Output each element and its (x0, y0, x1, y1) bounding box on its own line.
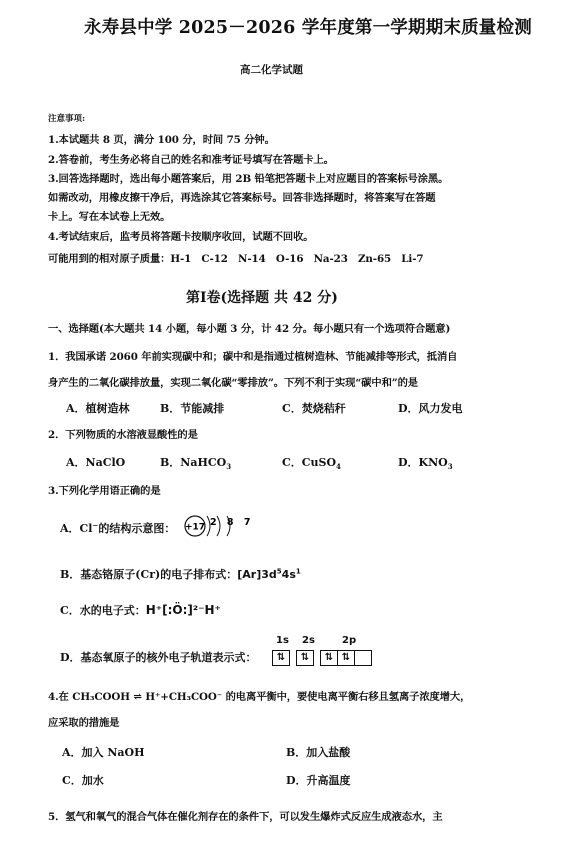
question-1-line-1: 1．我国承诺 2060 年前实现碳中和；碳中和是指通过植树造林、节能减排等形式，抵消自 (48, 351, 458, 363)
note-line: 1.本试题共 8 页，满分 100 分，时间 75 分钟。 (48, 134, 275, 146)
note-line: 2.答卷前，考生务必将自己的姓名和准考证号填写在答题卡上。 (48, 154, 334, 166)
q1-option-a[interactable]: A．植树造林 (66, 402, 130, 415)
orbital-box-2p-1: ⇅ (320, 650, 338, 666)
question-4-line-1: 4.在 CH₃COOH ⇌ H⁺+CH₃COO⁻ 的电离平衡中，要使电离平衡右移且氢离子浓度增大， (48, 691, 471, 703)
q1-option-d[interactable]: D．风力发电 (398, 402, 463, 415)
q3-option-b[interactable]: B．基态铬原子(Cr)的电子排布式：$[Ar]3d^54s^1$ (60, 567, 301, 581)
note-line: 4.考试结束后，监考员将答题卡按顺序收回，试题不回收。 (48, 231, 314, 243)
q2-option-b[interactable]: B．NaHCO$_3$ (160, 456, 232, 472)
question-4-line-2: 应采取的措施是 (48, 717, 120, 729)
orbital-box-2s: ⇅ (296, 650, 314, 666)
q2-option-c[interactable]: C．CuSO$_4$ (282, 456, 341, 472)
q4-option-b[interactable]: B．加入盐酸 (286, 746, 351, 759)
question-2-stem: 2．下列物质的水溶液显酸性的是 (48, 429, 198, 441)
orbital-label-1s: 1s (276, 635, 289, 646)
q4-option-c[interactable]: C．加水 (62, 774, 104, 787)
orbital-box-2p-2: ⇅ (338, 650, 355, 666)
electron-shell-counts: 2 8 7 (210, 517, 254, 528)
question-1-line-2: 身产生的二氧化碳排放量，实现二氧化碳“零排放”。下列不利于实现“碳中和”的是 (48, 377, 418, 389)
question-5-line-1: 5．氢气和氧气的混合气体在催化剂存在的条件下，可以发生爆炸式反应生成液态水，主 (48, 811, 443, 823)
orbital-box-1s: ⇅ (272, 650, 290, 666)
q3-option-a[interactable]: A．Cl−的结构示意图： (60, 520, 176, 535)
q2-option-d[interactable]: D．$KNO_3$ (398, 456, 453, 472)
q4-option-d[interactable]: D．升高温度 (286, 774, 351, 787)
section-title: 第Ⅰ卷(选择题 共 42 分) (186, 290, 338, 306)
page-subtitle: 高二化学试题 (240, 64, 303, 76)
orbital-box-2p-3 (355, 650, 372, 666)
orbital-label-2s: 2s (302, 635, 315, 646)
note-line: 如需改动，用橡皮擦干净后，再选涂其它答案标号。回答非选择题时，将答案写在答题 (48, 192, 436, 204)
section-instruction: 一、选择题(本大题共 14 小题，每小题 3 分，计 42 分。每小题只有一个选项符合题意) (48, 323, 451, 335)
q3-option-c[interactable]: C．水的电子式：H⁺[:Ö:]²⁻H⁺ (60, 603, 221, 617)
orbital-label-2p: 2p (342, 635, 357, 646)
q1-option-b[interactable]: B．节能减排 (160, 402, 225, 415)
q3-option-d[interactable]: D．基态氧原子的核外电子轨道表示式： (60, 651, 257, 664)
orbital-diagram (272, 650, 372, 666)
question-3-stem: 3.下列化学用语正确的是 (48, 485, 161, 497)
note-line: 3.回答选择题时，选出每小题答案后，用 2B 铅笔把答题卡上对应题目的答案标号涂黑。 (48, 173, 449, 185)
notes-heading: 注意事项: (48, 114, 86, 124)
nucleus-label: +17 (184, 522, 206, 533)
chloride-ion-structure-diagram (183, 510, 254, 542)
page-title: 永寿县中学 2025－2026 学年度第一学期期末质量检测 (84, 18, 532, 38)
q2-option-a[interactable]: A．NaClO (66, 456, 126, 469)
atomic-mass-line: 可能用到的相对原子质量：H-1 C-12 N-14 O-16 Na-23 Zn-65 Li-7 (48, 253, 424, 265)
note-line: 卡上。写在本试卷上无效。 (48, 211, 171, 223)
q1-option-c[interactable]: C．焚烧秸秆 (282, 402, 346, 415)
q4-option-a[interactable]: A．加入 NaOH (62, 746, 145, 759)
